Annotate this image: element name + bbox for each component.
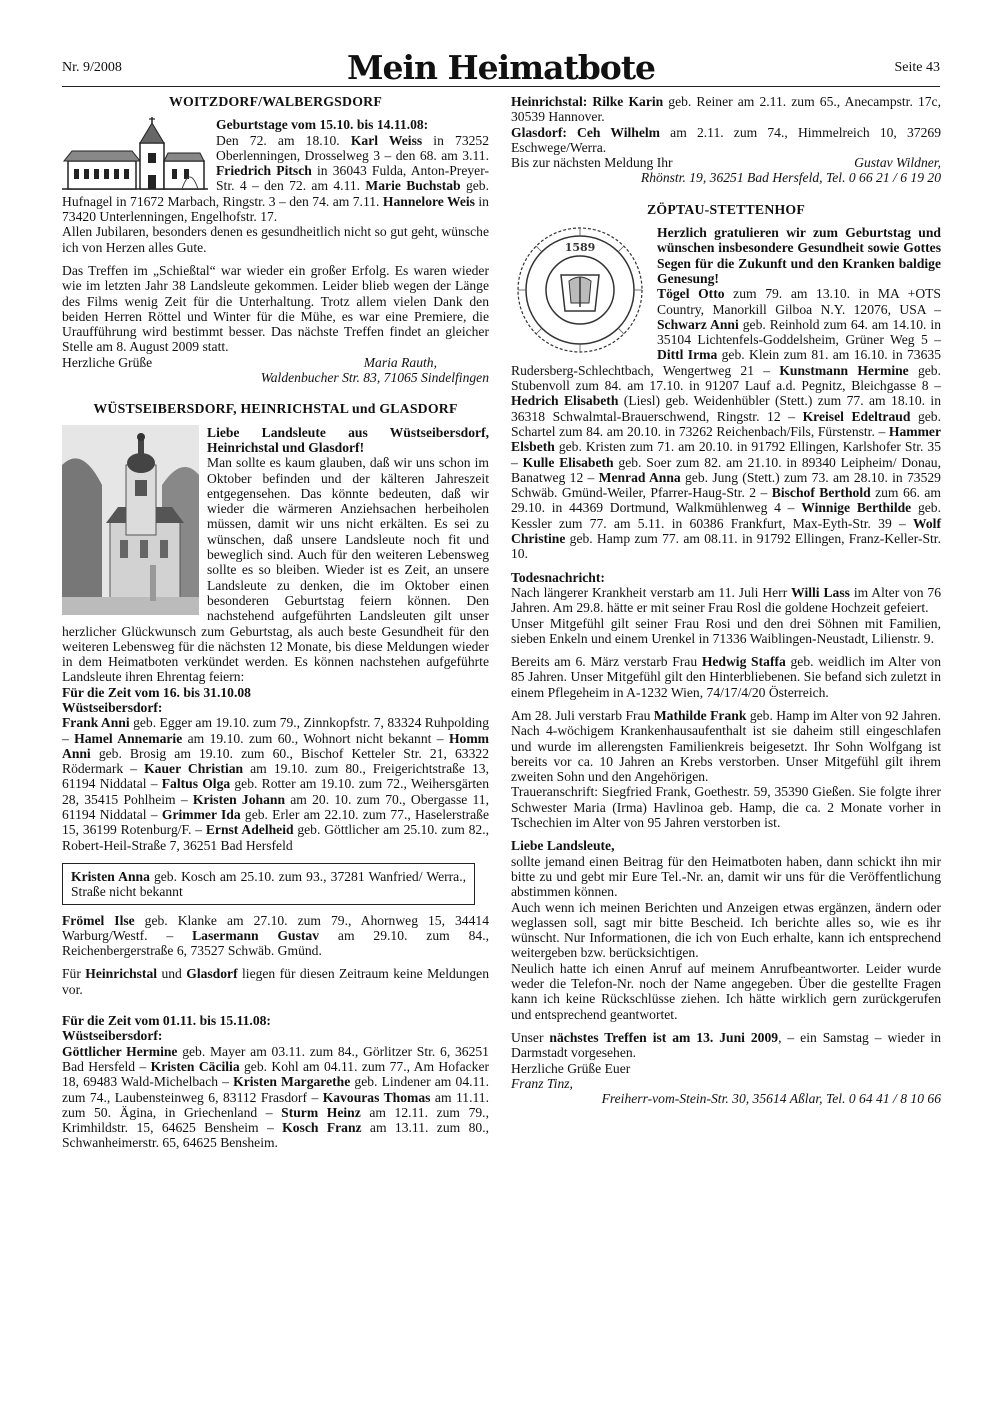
- text-run: geb. Schartel zum 84. am 20.10. in 73262 Reichenbach/Fils, Fürstenstr. –: [511, 408, 941, 439]
- next-meeting: [511, 1030, 941, 1061]
- wuest-list-3: [62, 1044, 489, 1151]
- text-run: am 29.10. zum 84., Reichenbergerstraße 6, 73527 Schwäb. Gmünd.: [62, 927, 489, 959]
- text-run: geb. Kessler zum 77. am 5.11. in 60386 Frankfurt, Max-Eyth-Str. 39 –: [511, 500, 941, 531]
- death-notice-title: Todesnachricht:: [511, 569, 605, 585]
- person-name: Göttlicher Hermine: [62, 1043, 178, 1059]
- signature-name: Maria Rauth,: [363, 354, 437, 370]
- text-run: (Liesl) geb. Weidenhübler (Stett.) zum 77. am 18.10. in 36318 Schwalmtal-Brauerschwend, Ringstr. 12 –: [511, 393, 942, 424]
- person-name: Willi Lass: [791, 584, 850, 600]
- wildner-address: Rhönstr. 19, 36251 Bad Hersfeld, Tel. 0 66 21 / 6 19 20: [640, 170, 941, 186]
- text-run: geb. weidlich im Alter von 85 Jahren. Unser Mitgefühl gilt den Hinterbliebenen. Sie befand sich zuletzt in einem Pflegeheim in A-1232 Wien, 74/17/4/20 Österreich.: [511, 654, 941, 700]
- person-name: Bischof Berthold: [771, 485, 871, 501]
- place-heading-2: Wüstseibersdorf:: [62, 1028, 163, 1044]
- person-name: Lasermann Gustav: [192, 927, 320, 943]
- text-run: geb. Hufnagel in 71672 Marbach, Ringstr. 3 – den 74. am 7.11.: [62, 178, 489, 209]
- text-run: geb. Hamp zum 77. am 08.11. in 91792 Ellingen, Franz-Keller-Str. 10.: [511, 531, 941, 562]
- tinz-signature: Franz Tinz,: [511, 1075, 573, 1091]
- period-heading-1: Für die Zeit vom 16. bis 31.10.08: [62, 684, 251, 700]
- text-run: am 20. 10. zum 70., Obergasse 11, 61194 Niddatal –: [62, 791, 490, 823]
- person-name: Hamel Annemarie: [74, 730, 183, 746]
- text-run: in 73420 Unterlenningen, Engelhofstr. 17.: [62, 193, 489, 225]
- seal-year: 1589: [564, 241, 596, 255]
- person-name: Frank Anni: [62, 715, 130, 731]
- seal-image: [511, 225, 649, 355]
- text-run: geb. Klanke am 27.10. zum 79., Ahornweg 15, 34414 Warburg/Westf. –: [62, 912, 489, 943]
- text-run: geb. Soer zum 82. am 21.10. in 89340 Leipheim/ Donau, Banatweg 12 –: [511, 454, 941, 485]
- person-name: Kulle Elisabeth: [522, 454, 614, 470]
- text-run: geb. Erler am 22.10. zum 77., Haselerstraße 15, 36199 Rotenburg/F. –: [62, 807, 490, 838]
- heinrichstal-entry: [511, 94, 941, 125]
- text-run: Den 72. am 18.10.: [216, 132, 351, 148]
- highlight-box: [62, 863, 475, 905]
- person-name: Dittl Irma: [657, 347, 718, 363]
- person-name: Homm Anni: [62, 730, 489, 761]
- text-run: geb. Klein zum 81. am 16.10. in 73635 Rudersberg-Schlechtbach, Wengertweg 21 –: [511, 347, 941, 378]
- text-run: geb. Göttlicher am 25.10. zum 82., Robert-Heil-Straße 7, 36251 Bad Hersfeld: [62, 822, 489, 853]
- page-header: [62, 48, 940, 87]
- text-run: am 13.11. zum 80., Schwanheimerstr. 65, 64625 Bensheim.: [62, 1120, 489, 1151]
- person-name: Friedrich Pitsch: [216, 163, 312, 179]
- wildner-signature: [511, 155, 941, 170]
- glasdorf-entry: [511, 125, 941, 156]
- person-name: Hedrich Elisabeth: [511, 393, 619, 409]
- left-column: [62, 94, 489, 1151]
- person-name: Kristen Cäcilia: [150, 1058, 240, 1074]
- woitzdorf-signature: [62, 355, 489, 370]
- text-run: am 12.11. zum 79., Krimhildstr. 15, 64625 Bensheim –: [62, 1104, 489, 1136]
- entry-label: Heinrichstal: Rilke Karin: [511, 94, 664, 109]
- death-notice-1-condolence: Unser Mitgefühl gilt seiner Frau Rosi und den drei Söhnen mit Familien, sieben Enkeln und einem Urenkel in 71336 Waiblingen-Neustadt, Lilienstr. 9.: [511, 615, 941, 646]
- woitzdorf-meeting: Das Treffen im „Schießtal“ war wieder ein großer Erfolg. Es waren wieder wie im letzten Jahr 38 Landsleute gekommen. Leider blieb wegen der Länge des Films wenig Zeit für die Unterhaltung. Trotz allem vielen Dank den beiden Herren Röttel und Winter für die Mühe, es war eine Premiere, die Uraufführung wird bestimmt besser. Das nächste Treffen findet an gleicher Stelle am 8. August 2009 statt.: [62, 262, 489, 355]
- person-name: Frömel Ilse: [62, 912, 135, 928]
- meeting-date: nächstes Treffen ist am 13. Juni 2009: [549, 1029, 779, 1045]
- section-title-zoeptau: ZÖPTAU-STETTENHOF: [646, 201, 805, 217]
- person-name: Marie Buchstab: [365, 178, 461, 194]
- text-run: und: [157, 966, 187, 982]
- person-name: Kauer Christian: [144, 761, 244, 777]
- tinz-address: Freiherr-vom-Stein-Str. 30, 35614 Aßlar, Tel. 0 64 41 / 8 10 66: [601, 1091, 941, 1107]
- period-heading-2: Für die Zeit vom 01.11. bis 15.11.08:: [62, 1013, 271, 1029]
- section-title-wuestseibersdorf: WÜSTSEIBERSDORF, HEINRICHSTAL und GLASDORF: [93, 401, 458, 417]
- text-run: geb. Kosch am 25.10. zum 93., 37281 Wanfried/ Werra., Straße nicht bekannt: [71, 868, 466, 900]
- page-number: Seite 43: [894, 60, 940, 75]
- death-notice-3: [511, 708, 941, 784]
- wuest-body: Man sollte es kaum glauben, daß wir uns schon im Oktober befinden und der kälteren Jahreszeit entgegensehen. Das könnte bedeuten, daß wir wieder die wärmeren Anziehsachen herbeiholen müssen, damit wir uns nicht erkälten. Es sei zu wünschen, daß unsere Landsleute noch fit und beweglich sind. Auch für den weiteren Lebensweg sollte es so bleiben. Wieder ist es Zeit, an unsere Landsleute zu denken, die im Oktober einen besonderen Geburtstag feiern können. Den nachstehend aufgeführten Landsleuten gilt unser herzlicher Glückwunsch zum Geburtstag, als auch beste Gesundheit für den weiteren Lebensweg für die nächsten 12 Monate, bis diese Meldungen wieder in dem Heimatboten verkündet werden. Es können nachstehen aufgeführte Landsleute ihren Ehrentag feiern:: [62, 455, 489, 685]
- person-name: Hammer Elsbeth: [511, 423, 941, 455]
- text-run: geb. Kohl am 04.11. zum 77., Am Hofacker 18, 69483 Wald-Michelbach –: [62, 1058, 489, 1090]
- dear-countrymen-p2: Auch wenn ich meinen Berichten und Anzeigen etwas ergänzen, ändern oder weglassen soll, sagt mir bitte Bescheid. Ich berichte alles so, wie es ihr wünscht. Nur Informationen, die ich von Euch erhalte, kann ich entsprechend weitergeben bzw. berücksichtigen.: [511, 899, 941, 961]
- person-name: Karl Weiss: [350, 132, 423, 148]
- person-name: Mathilde Frank: [653, 707, 747, 723]
- woitzdorf-wishes: Allen Jubilaren, besonders denen es gesundheitlich nicht so gut geht, wünsche ich von Herzen alles Gute.: [62, 224, 489, 255]
- person-name: Wolf Christine: [511, 515, 941, 547]
- text-run: geb. Reinhold zum 64. am 14.10. in 35104 Lichtenfels-Goddelsheim, Grüner Weg 5 –: [657, 316, 942, 348]
- text-run: am 19.10. zum 60., Wohnort nicht bekannt –: [182, 730, 449, 746]
- lead-text: Liebe Landsleute aus Wüstseibersdorf, Heinrichstal und Glasdorf!: [207, 424, 489, 455]
- person-name: Tögel Otto: [657, 286, 725, 302]
- text-run: zum 66. am 29.10. in 44369 Dortmund, Walkmühlenweg 4 –: [511, 485, 942, 516]
- dear-countrymen-p3: Neulich hatte ich einen Anruf auf meinem Anrufbeantworter. Leider wurde weder die Telefon-Nr. noch der Name angegeben. Über die gestellte Fragen kann ich keine Rückschlüsse ziehen. Ich hätte wirklich gern zurückgerufen und entsprechend geantwortet.: [511, 960, 941, 1022]
- person-name: Menrad Anna: [598, 469, 681, 485]
- closing-greeting: Herzliche Grüße Euer: [511, 1060, 631, 1076]
- person-name: Kosch Franz: [282, 1120, 362, 1136]
- place-name: Heinrichstal: [85, 966, 158, 982]
- text-run: geb. Lindener am 04.11. zum 74., Laubensteinweg 6, 83112 Frasdorf –: [62, 1074, 489, 1105]
- text-run: Für: [62, 966, 86, 982]
- text-run: geb. Reiner am 2.11. zum 65., Anecampstr. 17c, 30539 Hannover.: [511, 94, 941, 125]
- death-notice-2: [511, 654, 941, 700]
- person-name: Schwarz Anni: [657, 316, 739, 332]
- section-title-woitzdorf: WOITZDORF/WALBERGSDORF: [169, 94, 382, 109]
- text-run: , – ein Samstag – wieder in Darmstadt vorgesehen.: [511, 1029, 941, 1061]
- text-run: Am 28. Juli verstarb Frau: [511, 707, 654, 723]
- wuest-list-2: [62, 913, 489, 959]
- person-name: Grimmer Ida: [161, 807, 241, 823]
- person-name: Kristen Johann: [192, 791, 286, 807]
- death-notice-1: [511, 585, 941, 616]
- mourning-address: Traueranschrift: Siegfried Frank, Goethestr. 59, 35390 Gießen. Sie folgte ihrer Schwester Maria (Irma) Havlinoa geb. Hamp, die ca. 2 Monate vorher in Tschechien im Alter von 95 Jahren verstorben ist.: [511, 784, 941, 831]
- person-name: Hedwig Staffa: [701, 654, 786, 670]
- text-run: geb. Kristen zum 71. am 20.10. in 91792 Ellingen, Karlshofer Str. 35 –: [511, 439, 941, 470]
- right-column: [511, 94, 941, 1106]
- text-run: in 73252 Oberlenningen, Drosselweg 3 – den 68. am 3.11.: [216, 132, 490, 163]
- person-name: Kristen Margarethe: [233, 1074, 351, 1090]
- church-illustration: [62, 117, 208, 191]
- signature-name: Gustav Wildner,: [854, 155, 941, 171]
- church-photo: [62, 425, 199, 615]
- person-name: Hannelore Weis: [382, 193, 475, 209]
- lead-text: Herzlich gratulieren wir zum Geburtstag und wünschen insbesondere Gesundheit sowie Gottes Segen für die Zukunft und den Kranken baldige Genesung!: [657, 225, 941, 286]
- no-reports-note: [62, 966, 489, 997]
- place-heading-1: Wüstseibersdorf:: [62, 699, 163, 715]
- text-run: geb. Rotter am 19.10. zum 72., Weihersgärten 28, 35415 Pohlheim –: [62, 776, 489, 807]
- closing-text: Bis zur nächsten Meldung Ihr: [511, 155, 673, 171]
- dear-countrymen-p1: sollte jemand einen Beitrag für den Heimatboten haben, dann schickt ihn mir bitte zu und gebt mir Eure Tel.-Nr. an, damit wir uns für die Veröffentlichung abstimmen können.: [511, 853, 941, 900]
- entry-label: Glasdorf: Ceh Wilhelm: [511, 124, 660, 140]
- text-run: am 11.11. zum 50. Ägina, in Griechenland –: [62, 1089, 489, 1120]
- text-run: geb. Stubenvoll zum 84. am 17.10. in 91207 Lauf a.d. Pegnitz, Bleichgasse 8 –: [511, 362, 941, 394]
- text-run: geb. Brosig am 19.10. zum 60., Bischof Ketteler Str. 21, 63322 Rödermark –: [62, 745, 489, 777]
- text-run: liegen für diesen Zeitraum keine Meldungen vor.: [62, 966, 489, 997]
- text-run: zum 79. am 13.10. in MA +OTS Country, Manorkill Gilboa N.Y. 12076, USA –: [657, 286, 941, 317]
- person-name: Kreisel Edeltraud: [802, 408, 911, 424]
- text-run: am 19.10. zum 80., Freigerichtstraße 13, 61194 Niddatal –: [62, 761, 489, 792]
- text-run: Bereits am 6. März verstarb Frau: [511, 654, 702, 670]
- text-run: in 36043 Fulda, Anton-Preyer-Str. 4 – den 72. am 4.11.: [216, 163, 489, 194]
- person-name: Kavouras Thomas: [322, 1089, 431, 1105]
- text-run: geb. Mayer am 03.11. zum 84., Görlitzer Str. 6, 36251 Bad Hersfeld –: [62, 1043, 489, 1074]
- text-run: Unser: [511, 1029, 550, 1045]
- place-name: Glasdorf: [186, 966, 238, 982]
- issue-number: Nr. 9/2008: [62, 60, 122, 75]
- text-run: im Alter von 76 Jahren. Am 29.8. hätte er mit seiner Frau Rosl die goldene Hochzeit gefeiert.: [511, 584, 942, 616]
- person-name: Ernst Adelheid: [205, 822, 294, 838]
- text-run: Nach längerer Krankheit verstarb am 11. Juli Herr: [511, 584, 792, 600]
- text-run: geb. Jung (Stett.) zum 73. am 28.10. in 73529 Schwäb. Gmünd-Weiler, Pfarrer-Haug-Str. 2 –: [511, 469, 941, 501]
- woitzdorf-lead: Geburtstage vom 15.10. bis 14.11.08:: [216, 117, 429, 133]
- greeting: Herzliche Grüße: [62, 354, 153, 370]
- person-name: Winnige Berthilde: [801, 500, 912, 516]
- wuest-list-1: [62, 715, 489, 853]
- person-name: Faltus Olga: [161, 776, 231, 792]
- dear-countrymen-title: Liebe Landsleute,: [511, 838, 615, 854]
- person-name: Kunstmann Hermine: [779, 362, 909, 378]
- person-name: Kristen Anna: [71, 868, 150, 884]
- person-name: Sturm Heinz: [281, 1104, 361, 1120]
- woitzdorf-address: Waldenbucher Str. 83, 71065 Sindelfingen: [260, 370, 489, 386]
- text-run: am 2.11. zum 74., Himmelreich 10, 37269 Eschwege/Werra.: [511, 124, 941, 155]
- text-run: geb. Egger am 19.10. zum 79., Zinnkopfstr. 7, 83324 Ruhpolding –: [62, 715, 489, 746]
- masthead: Mein Heimatbote: [346, 48, 656, 87]
- text-run: geb. Hamp im Alter von 92 Jahren. Nach 4-wöchigem Krankenhausaufenthalt ist sie daheim still eingeschlafen und wurde im allerengsten Familienkreis beigesetzt. Ihr Sohn Wolfgang ist bereits vor ca. 10 Jahren an Krebs verstorben. Unser Mitgefühl gilt ihrem zweiten Sohn und den Angehörigen.: [511, 707, 941, 785]
